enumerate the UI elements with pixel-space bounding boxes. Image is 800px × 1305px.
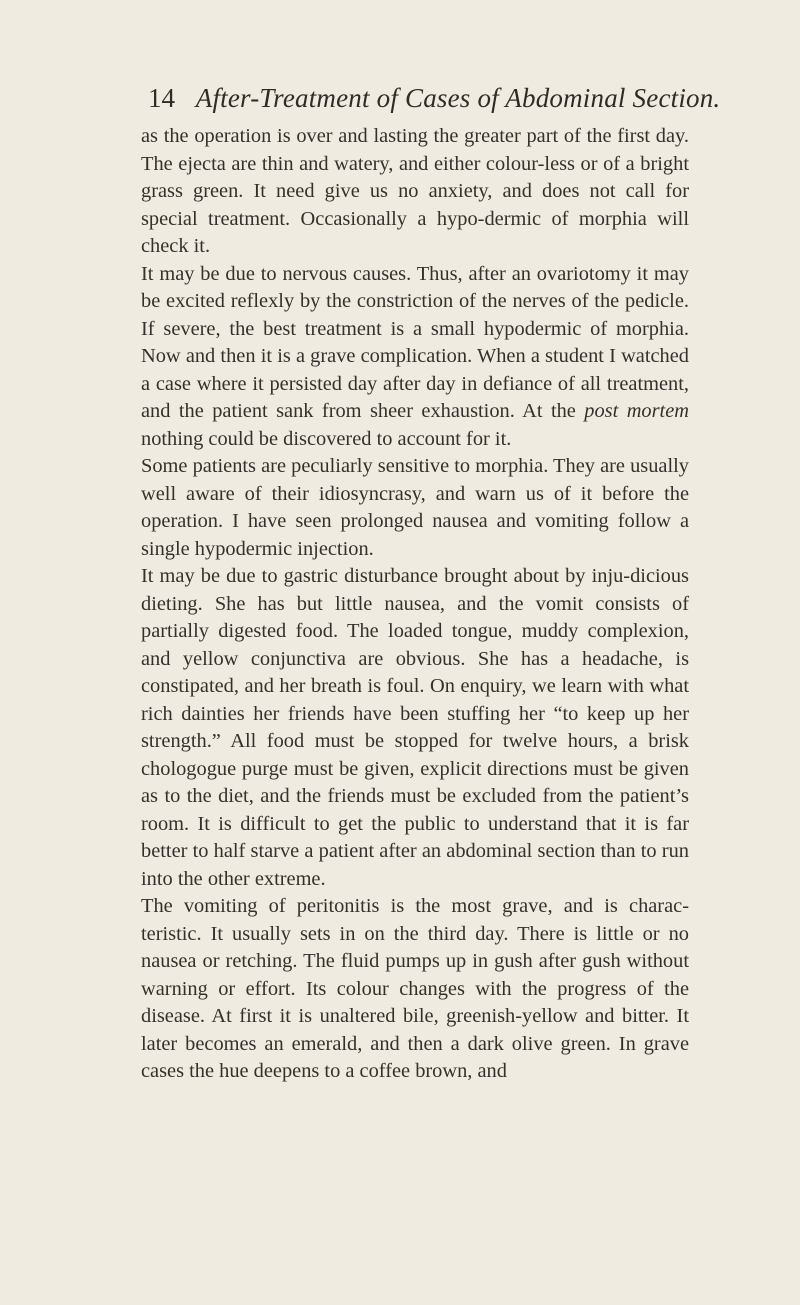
paragraph-5: The vomiting of peritonitis is the most grave, and is charac-teristic. It usually sets in on the third day. There is little or no nausea or retching. The fluid pumps up in gush after gush without warning or effort. Its colour changes with the progress of the disease. At first it is unaltered bile, greenish-yellow and bitter. It later becomes an emerald, and then a dark olive green. In grave cases the hue deepens to a coffee brown, and <box>141 895 689 1082</box>
paragraph-3: Some patients are peculiarly sensitive to morphia. They are usually well aware of their idiosyncrasy, and warn us of it before the operation. I have seen prolonged nausea and vomiting follow a single hypodermic injection. <box>141 455 689 560</box>
paragraph-1: as the operation is over and lasting the greater part of the first day. The ejecta are thin and watery, and either colour-less or of a bright grass green. It need give us no anxiety, and does not call for special treatment. Occasionally a hypo-dermic of morphia will check it. <box>141 125 689 257</box>
paragraph-2-text-end: nothing could be discovered to account for it. <box>141 427 512 450</box>
body-text <box>141 123 689 1086</box>
paragraph-4: It may be due to gastric disturbance brought about by inju-dicious dieting. She has but little nausea, and the vomit consists of partially digested food. The loaded tongue, muddy complexion, and yellow conjunctiva are obvious. She has a headache, is constipated, and her breath is foul. On enquiry, we learn with what rich dainties her friends have been stuffing her “to keep up her strength.” All food must be stopped for twelve hours, a brisk chologogue purge must be given, explicit directions must be given as to the diet, and the friends must be excluded from the patient’s room. It is difficult to get the public to understand that it is far better to half starve a patient after an abdominal section than to run into the other extreme. <box>141 565 689 890</box>
running-head <box>148 78 721 118</box>
page-number: 14 <box>148 83 175 113</box>
paragraph-2-italic-term: post mortem <box>584 400 689 422</box>
running-head-title: After-Treatment of Cases of Abdominal Section. <box>195 83 721 113</box>
paragraph-2-text-start: It may be due to nervous causes. Thus, after an ovariotomy it may be excited reflexly by the constriction of the nerves of the pedicle. If severe, the best treatment is a small hypodermic of morphia. Now and then it is a grave complication. When a student I watched a case where it persisted day after day in defiance of all treatment, and the patient sank from sheer exhaustion. At the <box>141 262 689 422</box>
paragraph-2 <box>141 261 689 454</box>
